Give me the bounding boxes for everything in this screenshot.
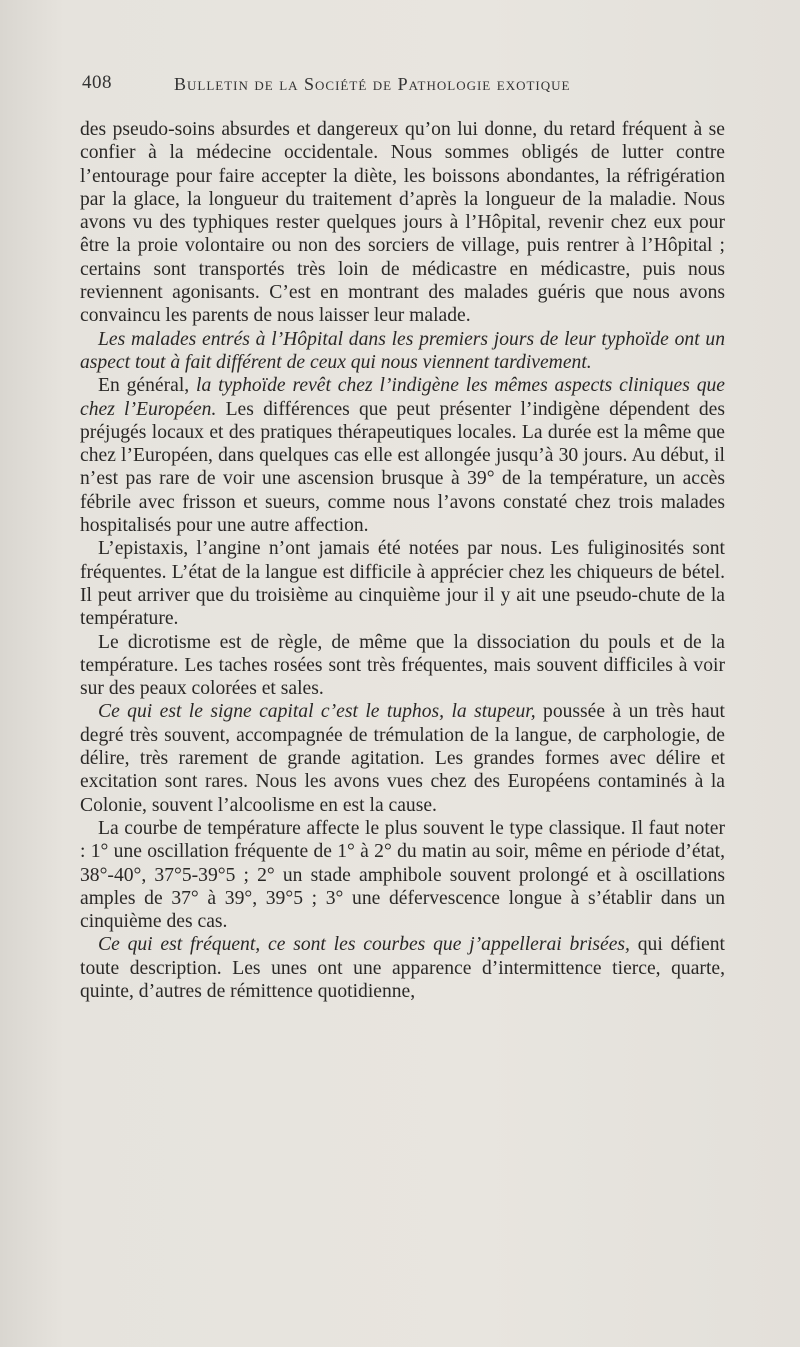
page-number: 408 xyxy=(82,72,112,93)
paragraph xyxy=(80,631,725,701)
italic-text: la typhoïde revêt chez l’indigène les mêmes aspects cliniques que chez l’Européen. xyxy=(80,375,725,420)
running-title: Bulletin de la Société de Pathologie exotique xyxy=(174,74,571,94)
text-run: L’epistaxis, l’angine n’ont jamais été notées par nous. Les fuliginosités sont fréquentes. L’état de la langue est difficile à apprécier chez les chiqueurs de bétel. Il peut arriver que du troisième au cinquième jour il y ait une pseudo-chute de la température. xyxy=(80,538,725,630)
paragraph xyxy=(80,700,725,816)
text-run: des pseudo-soins absurdes et dangereux qu’on lui donne, du retard fréquent à se confier à la médecine occidentale. Nous sommes obligés de lutter contre l’entourage pour faire accepter la diète, les boissons abondantes, la réfrigération par la glace, la longueur du traitement d’après la longueur de la maladie. Nous avons vu des typhiques rester quelques jours à l’Hôpital, revenir chez eux pour être la proie volontaire ou non des sorciers de village, puis rentrer à l’Hôpital ; certains sont transportés très loin de médicastre en médicastre, puis nous reviennent agonisants. C’est en montrant des malades guéris que nous avons convaincu les parents de nous laisser leur malade. xyxy=(80,119,725,327)
italic-text: Les malades entrés à l’Hôpital dans les premiers jours de leur typhoïde ont un aspect tout à fait différent de ceux qui nous viennent tardivement. xyxy=(80,328,725,373)
italic-text: Ce qui est fréquent, ce sont les courbes que j’appellerai brisées, xyxy=(98,934,630,956)
paragraph xyxy=(80,118,725,328)
paragraph xyxy=(80,328,725,375)
text-run: Le dicrotisme est de règle, de même que la dissociation du pouls et de la température. Les taches rosées sont très fréquentes, mais souvent difficiles à voir sur des peaux colorées et sales. xyxy=(80,631,725,700)
paragraph xyxy=(80,817,725,933)
text-run: poussée à un très haut degré très souvent, accompagnée de trémulation de la langue, de carphologie, de délire, très rarement de grande agitation. Les grandes formes avec délire et excitation sont rares. Nous les avons vues chez des Européens contaminés à la Colonie, souvent l’alcoolisme en est la cause. xyxy=(80,701,725,816)
paragraph xyxy=(80,374,725,537)
text-run: qui défient toute description. Les unes ont une apparence d’intermittence tierce, quarte, quinte, d’autres de rémittence quotidienne, xyxy=(80,934,725,1002)
paragraph xyxy=(80,933,725,1003)
text-run: En général, xyxy=(98,375,197,397)
text-run: La courbe de température affecte le plus souvent le type classique. Il faut noter : 1° une oscillation fréquente de 1° à 2° du matin au soir, même en période d’état, 38°-40°, 37°5-39°5 ; 2° un stade amphibole souvent prolongé et à oscillations amples de 37° à 39°, 39°5 ; 3° une défervescence longue à s’établir dans un cinquième des cas. xyxy=(80,817,725,933)
text-run: Les différences que peut présenter l’indigène dépendent des préjugés locaux et des pratiques thérapeutiques locales. La durée est la même que chez l’Européen, dans quelques cas elle est allongée jusqu’à 30 jours. Au début, il n’est pas rare de voir une ascension brusque à 39° de la température, un accès fébrile avec frisson et sueurs, comme nous l’avons constaté chez trois malades hospitalisés pour une autre affection. xyxy=(80,398,725,537)
italic-text: Ce qui est le signe capital c’est le tuphos, la stupeur, xyxy=(98,701,536,723)
article-body xyxy=(80,118,725,1003)
paragraph xyxy=(80,537,725,630)
